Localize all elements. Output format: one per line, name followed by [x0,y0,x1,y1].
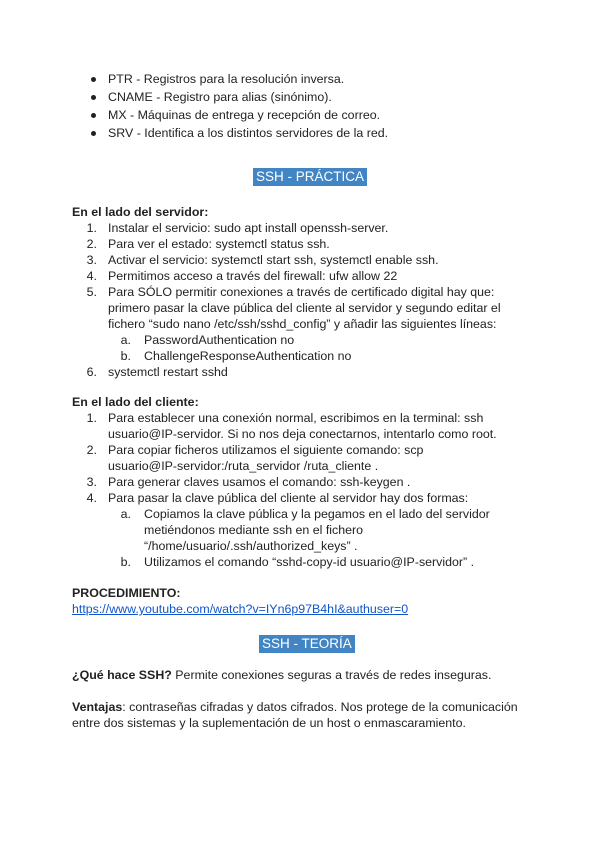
list-item: SRV - Identifica a los distintos servidores de la red. [108,126,389,140]
sub-list-item: ChallengeResponseAuthentication no [144,349,352,363]
list-item-continuation: primero pasar la clave pública del cliente al servidor y segundo editar el [108,301,501,315]
substep-letter: b. [120,349,131,363]
substep-letter: a. [120,333,131,347]
list-item: Instalar el servicio: sudo apt install openssh-server. [108,221,389,235]
step-number: 4. [86,491,97,505]
sub-list-item-continuation: “/home/usuario/.ssh/authorized_keys” . [144,539,358,553]
step-number: 2. [86,237,97,251]
list-item: CNAME - Registro para alias (sinónimo). [108,90,332,104]
ssh-question-label: ¿Qué hace SSH? [72,668,172,682]
substep-letter: a. [120,507,131,521]
list-item: Para pasar la clave pública del cliente al servidor hay dos formas: [108,491,469,505]
step-number: 2. [86,443,97,457]
step-number: 4. [86,269,97,283]
step-number: 6. [86,365,97,379]
list-item: Para ver el estado: systemctl status ssh. [108,237,330,251]
step-number: 3. [86,253,97,267]
step-number: 1. [86,221,97,235]
sub-list-item: PasswordAuthentication no [144,333,295,347]
sub-list-item: Copiamos la clave pública y la pegamos en el lado del servidor [144,507,490,521]
section-heading-ssh-teoria: SSH - TEORÍA [259,635,355,653]
bullet-icon [91,77,96,82]
advantages-text: : contraseñas cifradas y datos cifrados. Nos protege de la comunicación [122,700,518,714]
substep-letter: b. [120,555,131,569]
list-item-continuation: fichero “sudo nano /etc/ssh/sshd_config” y añadir las siguientes líneas: [108,317,497,331]
advantages-paragraph [72,699,518,715]
list-item: Para copiar ficheros utilizamos el siguiente comando: scp [108,443,424,457]
list-item: PTR - Registros para la resolución inversa. [108,72,345,86]
ssh-question-paragraph [72,667,491,683]
bullet-icon [91,95,96,100]
step-number: 3. [86,475,97,489]
list-item: Activar el servicio: systemctl start ssh, systemctl enable ssh. [108,253,439,267]
bullet-icon [91,113,96,118]
server-section-title: En el lado del servidor: [72,205,209,219]
list-item: Para generar claves usamos el comando: ssh-keygen . [108,475,411,489]
list-item: MX - Máquinas de entrega y recepción de correo. [108,108,381,122]
list-item: Para establecer una conexión normal, escribimos en la terminal: ssh [108,411,484,425]
bullet-icon [91,131,96,136]
step-number: 5. [86,285,97,299]
advantages-paragraph-continuation: entre dos sistemas y la suplementación de un host o enmascaramiento. [72,716,466,730]
sub-list-item: Utilizamos el comando “sshd-copy-id usuario@IP-servidor” . [144,555,475,569]
sub-list-item-continuation: metiéndonos mediante ssh en el fichero [144,523,364,537]
client-section-title: En el lado del cliente: [72,395,199,409]
procedure-title: PROCEDIMIENTO: [72,586,181,600]
ssh-question-answer: Permite conexiones seguras a través de redes inseguras. [171,668,492,682]
procedure-video-link[interactable]: https://www.youtube.com/watch?v=IYn6p97B4hI&authuser=0 [72,602,409,616]
list-item: systemctl restart sshd [108,365,228,379]
list-item-continuation: usuario@IP-servidor:/ruta_servidor /ruta_cliente . [108,459,379,473]
step-number: 1. [86,411,97,425]
list-item-continuation: usuario@IP-servidor. Si no nos deja conectarnos, intentarlo como root. [108,427,497,441]
advantages-label: Ventajas [72,700,123,714]
list-item: Para SÓLO permitir conexiones a través de certificado digital hay que: [108,285,495,299]
list-item: Permitimos acceso a través del firewall: ufw allow 22 [108,269,398,283]
section-heading-ssh-practica: SSH - PRÁCTICA [253,168,367,186]
